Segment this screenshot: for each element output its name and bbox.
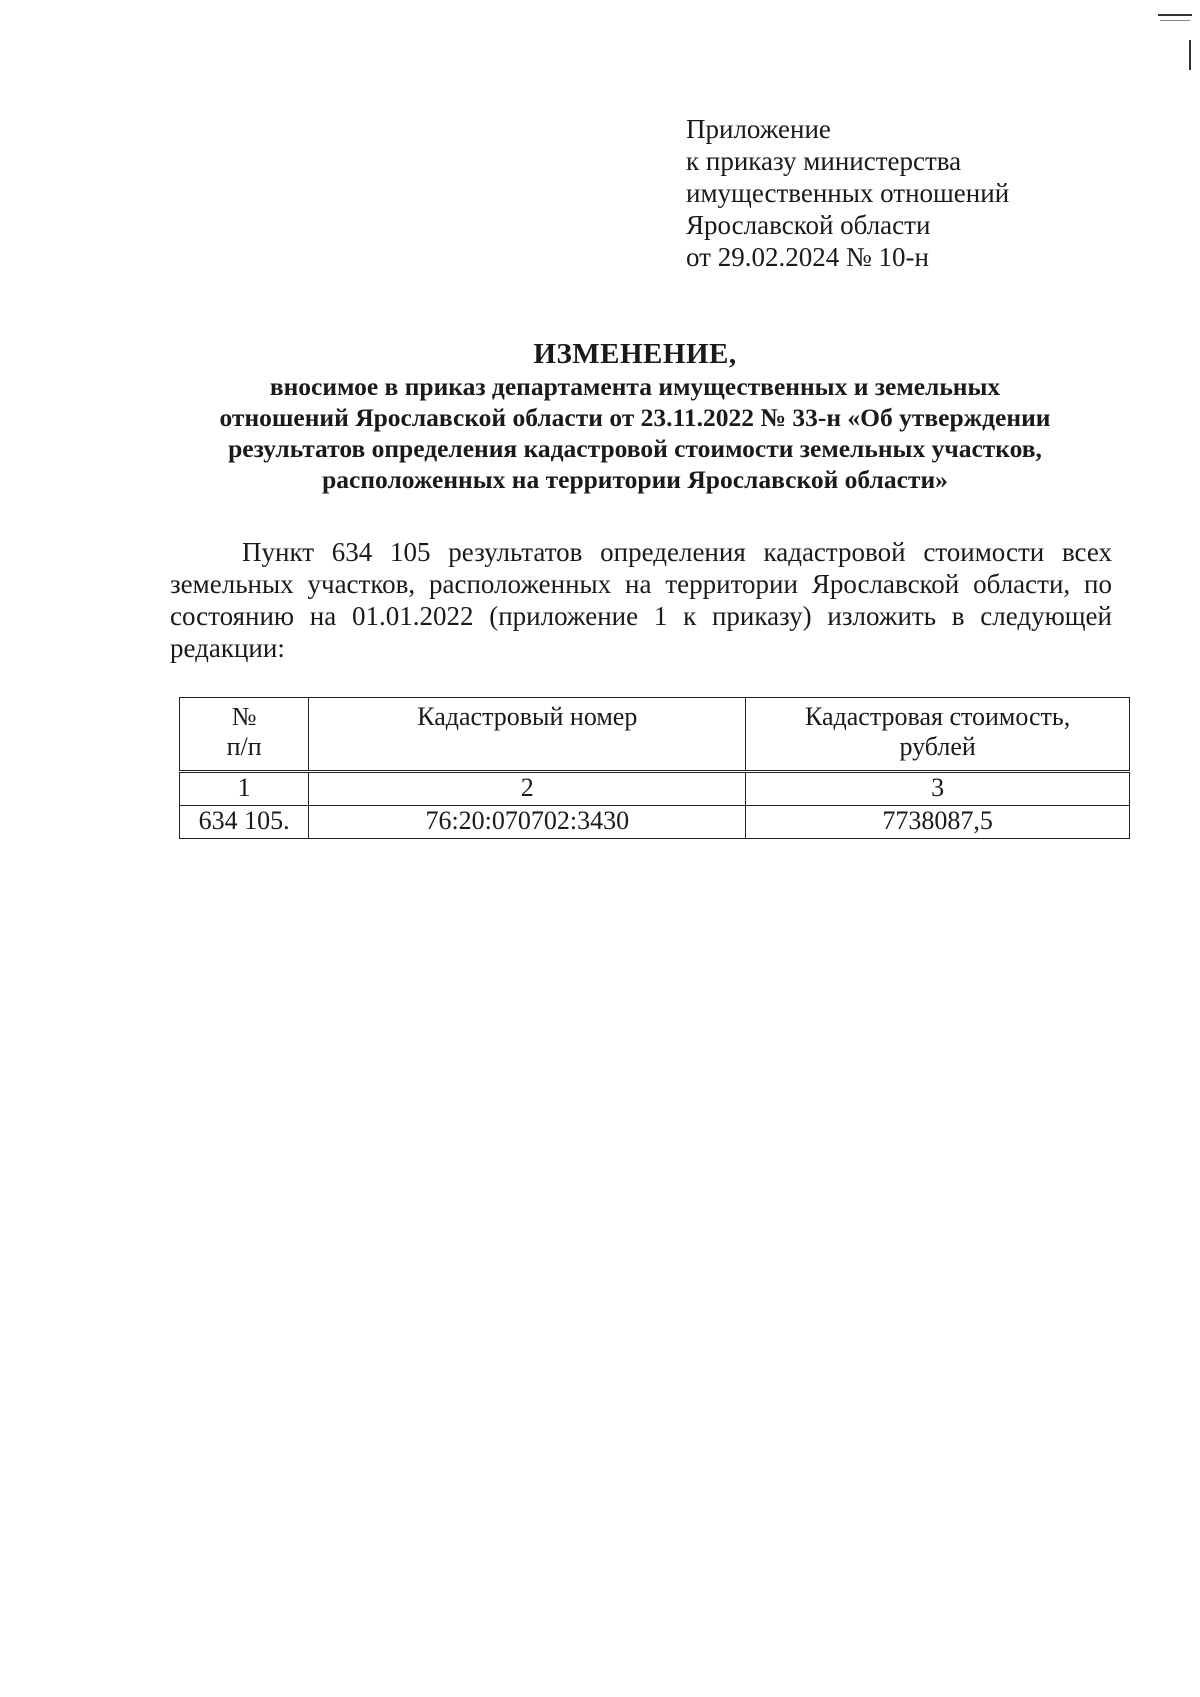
header-text: № xyxy=(231,702,257,731)
numbering-cell: 1 xyxy=(180,772,309,806)
cadastral-value-cell: 7738087,5 xyxy=(746,806,1130,839)
header-text: п/п xyxy=(226,732,262,761)
table-row xyxy=(180,806,1130,839)
header-text: Кадастровый номер xyxy=(417,702,638,731)
title-subline: вносимое в приказ департамента имущественных и земельных xyxy=(269,372,1001,401)
header-text: Кадастровая стоимость, xyxy=(804,702,1071,731)
header-cell-number xyxy=(180,698,309,772)
table-numbering-row xyxy=(180,772,1130,806)
title-heading: ИЗМЕНЕНИЕ, xyxy=(533,338,737,370)
body-paragraph: Пункт 634 105 результатов определения кадастровой стоимости всех земельных участков, расположенных на территории Ярославской области, по состоянию на 01.01.2022 (приложение 1 к приказу) изложить в следующей редакции: xyxy=(170,537,1112,663)
title-subline: результатов определения кадастровой стоимости земельных участков, xyxy=(228,434,1042,463)
row-number-cell: 634 105. xyxy=(180,806,309,839)
annex-line: к приказу министерства xyxy=(686,146,962,176)
numbering-cell: 3 xyxy=(746,772,1130,806)
table-header-row xyxy=(180,698,1130,772)
header-cell-cadastral-value xyxy=(746,698,1130,772)
annex-line: имущественных отношений xyxy=(686,178,1010,208)
document-title xyxy=(150,337,1120,495)
annex-header xyxy=(686,113,1009,273)
header-text: рублей xyxy=(899,732,976,761)
annex-date-number: от 29.02.2024 № 10-н xyxy=(686,242,929,272)
numbering-cell: 2 xyxy=(309,772,746,806)
annex-line: Приложение xyxy=(686,114,831,144)
title-subline: отношений Ярославской области от 23.11.2022 № 33-н «Об утверждении xyxy=(219,403,1051,432)
cadastral-number-cell: 76:20:070702:3430 xyxy=(309,806,746,839)
scan-edge-mark xyxy=(1189,40,1191,70)
annex-line: Ярославской области xyxy=(686,210,931,240)
scan-edge-mark xyxy=(1158,14,1192,16)
header-cell-cadastral-number xyxy=(309,698,746,772)
title-subline: расположенных на территории Ярославской области» xyxy=(322,465,948,494)
cadastral-value-table xyxy=(179,697,1130,839)
scan-edge-mark xyxy=(1160,20,1190,21)
